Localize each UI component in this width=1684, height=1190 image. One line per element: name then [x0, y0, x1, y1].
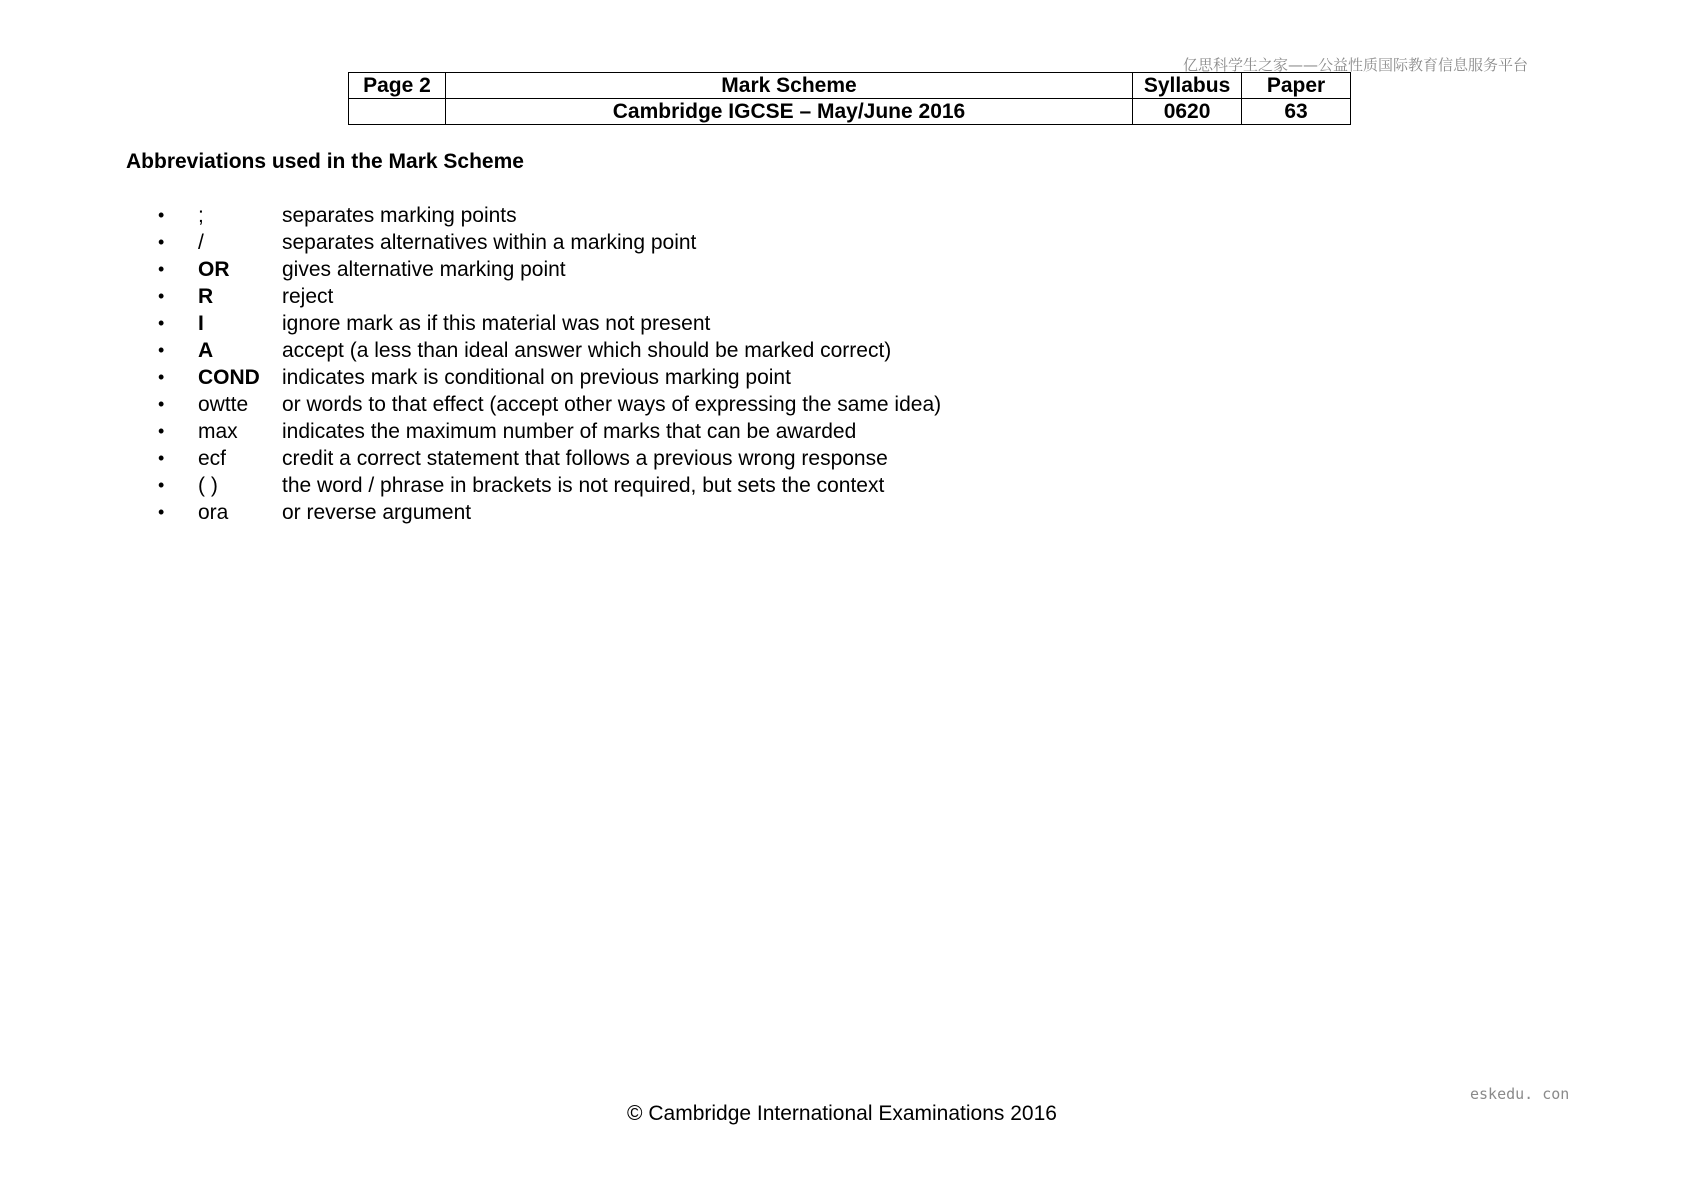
paper-label: Paper: [1242, 73, 1351, 99]
list-item: [158, 337, 941, 364]
abbr-term: max: [198, 420, 238, 443]
bullet-icon: •: [158, 502, 165, 522]
abbreviation-list: [158, 202, 941, 526]
page-label: Page 2: [349, 73, 446, 99]
abbr-term: ora: [198, 501, 229, 524]
bullet-icon: •: [158, 448, 165, 468]
watermark-bottom: eskedu. con: [1470, 1085, 1570, 1103]
paper-value: 63: [1242, 99, 1351, 125]
abbr-term: OR: [198, 258, 230, 281]
abbr-term: ( ): [198, 474, 218, 497]
bullet-icon: •: [158, 286, 165, 306]
list-item: [158, 364, 941, 391]
header-table: [348, 72, 1351, 125]
list-item: [158, 229, 941, 256]
bullet-icon: •: [158, 259, 165, 279]
abbr-description: ignore mark as if this material was not present: [282, 312, 711, 335]
syllabus-label: Syllabus: [1133, 73, 1242, 99]
abbr-term: R: [198, 285, 214, 308]
abbr-description: the word / phrase in brackets is not required, but sets the context: [282, 474, 885, 497]
list-item: [158, 418, 941, 445]
abbr-description: or words to that effect (accept other ways of expressing the same idea): [282, 393, 942, 416]
abbr-term: I: [198, 312, 204, 335]
list-item: [158, 310, 941, 337]
bullet-icon: •: [158, 394, 165, 414]
abbr-description: credit a correct statement that follows a previous wrong response: [282, 447, 888, 470]
abbr-term: ;: [198, 204, 204, 227]
doc-subtitle: Cambridge IGCSE – May/June 2016: [445, 99, 1132, 125]
list-item: [158, 445, 941, 472]
abbr-term: A: [198, 339, 214, 362]
doc-title: Mark Scheme: [445, 73, 1132, 99]
bullet-icon: •: [158, 340, 165, 360]
abbr-description: reject: [282, 285, 334, 308]
abbr-term: COND: [198, 366, 260, 389]
abbr-description: separates marking points: [282, 204, 517, 227]
abbr-description: indicates mark is conditional on previous marking point: [282, 366, 791, 389]
abbr-description: gives alternative marking point: [282, 258, 566, 281]
copyright-footer: © Cambridge International Examinations 2016: [627, 1102, 1057, 1125]
list-item: [158, 283, 941, 310]
syllabus-value: 0620: [1133, 99, 1242, 125]
list-item: [158, 499, 941, 526]
page-empty-cell: [349, 99, 446, 125]
header-row-2: [349, 99, 1351, 125]
abbr-term: /: [198, 231, 204, 254]
abbr-description: separates alternatives within a marking point: [282, 231, 697, 254]
abbr-description: accept (a less than ideal answer which should be marked correct): [282, 339, 892, 362]
header-row-1: [349, 73, 1351, 99]
bullet-icon: •: [158, 421, 165, 441]
list-item: [158, 256, 941, 283]
bullet-icon: •: [158, 475, 165, 495]
abbr-description: indicates the maximum number of marks that can be awarded: [282, 420, 857, 443]
abbr-term: owtte: [198, 393, 249, 416]
list-item: [158, 391, 941, 418]
abbr-term: ecf: [198, 447, 227, 470]
abbr-description: or reverse argument: [282, 501, 472, 524]
watermark-top: 亿思科学生之家——公益性质国际教育信息服务平台: [1183, 56, 1529, 74]
section-heading: Abbreviations used in the Mark Scheme: [126, 150, 524, 173]
list-item: [158, 202, 941, 229]
list-item: [158, 472, 941, 499]
bullet-icon: •: [158, 367, 165, 387]
bullet-icon: •: [158, 205, 165, 225]
bullet-icon: •: [158, 232, 165, 252]
bullet-icon: •: [158, 313, 165, 333]
